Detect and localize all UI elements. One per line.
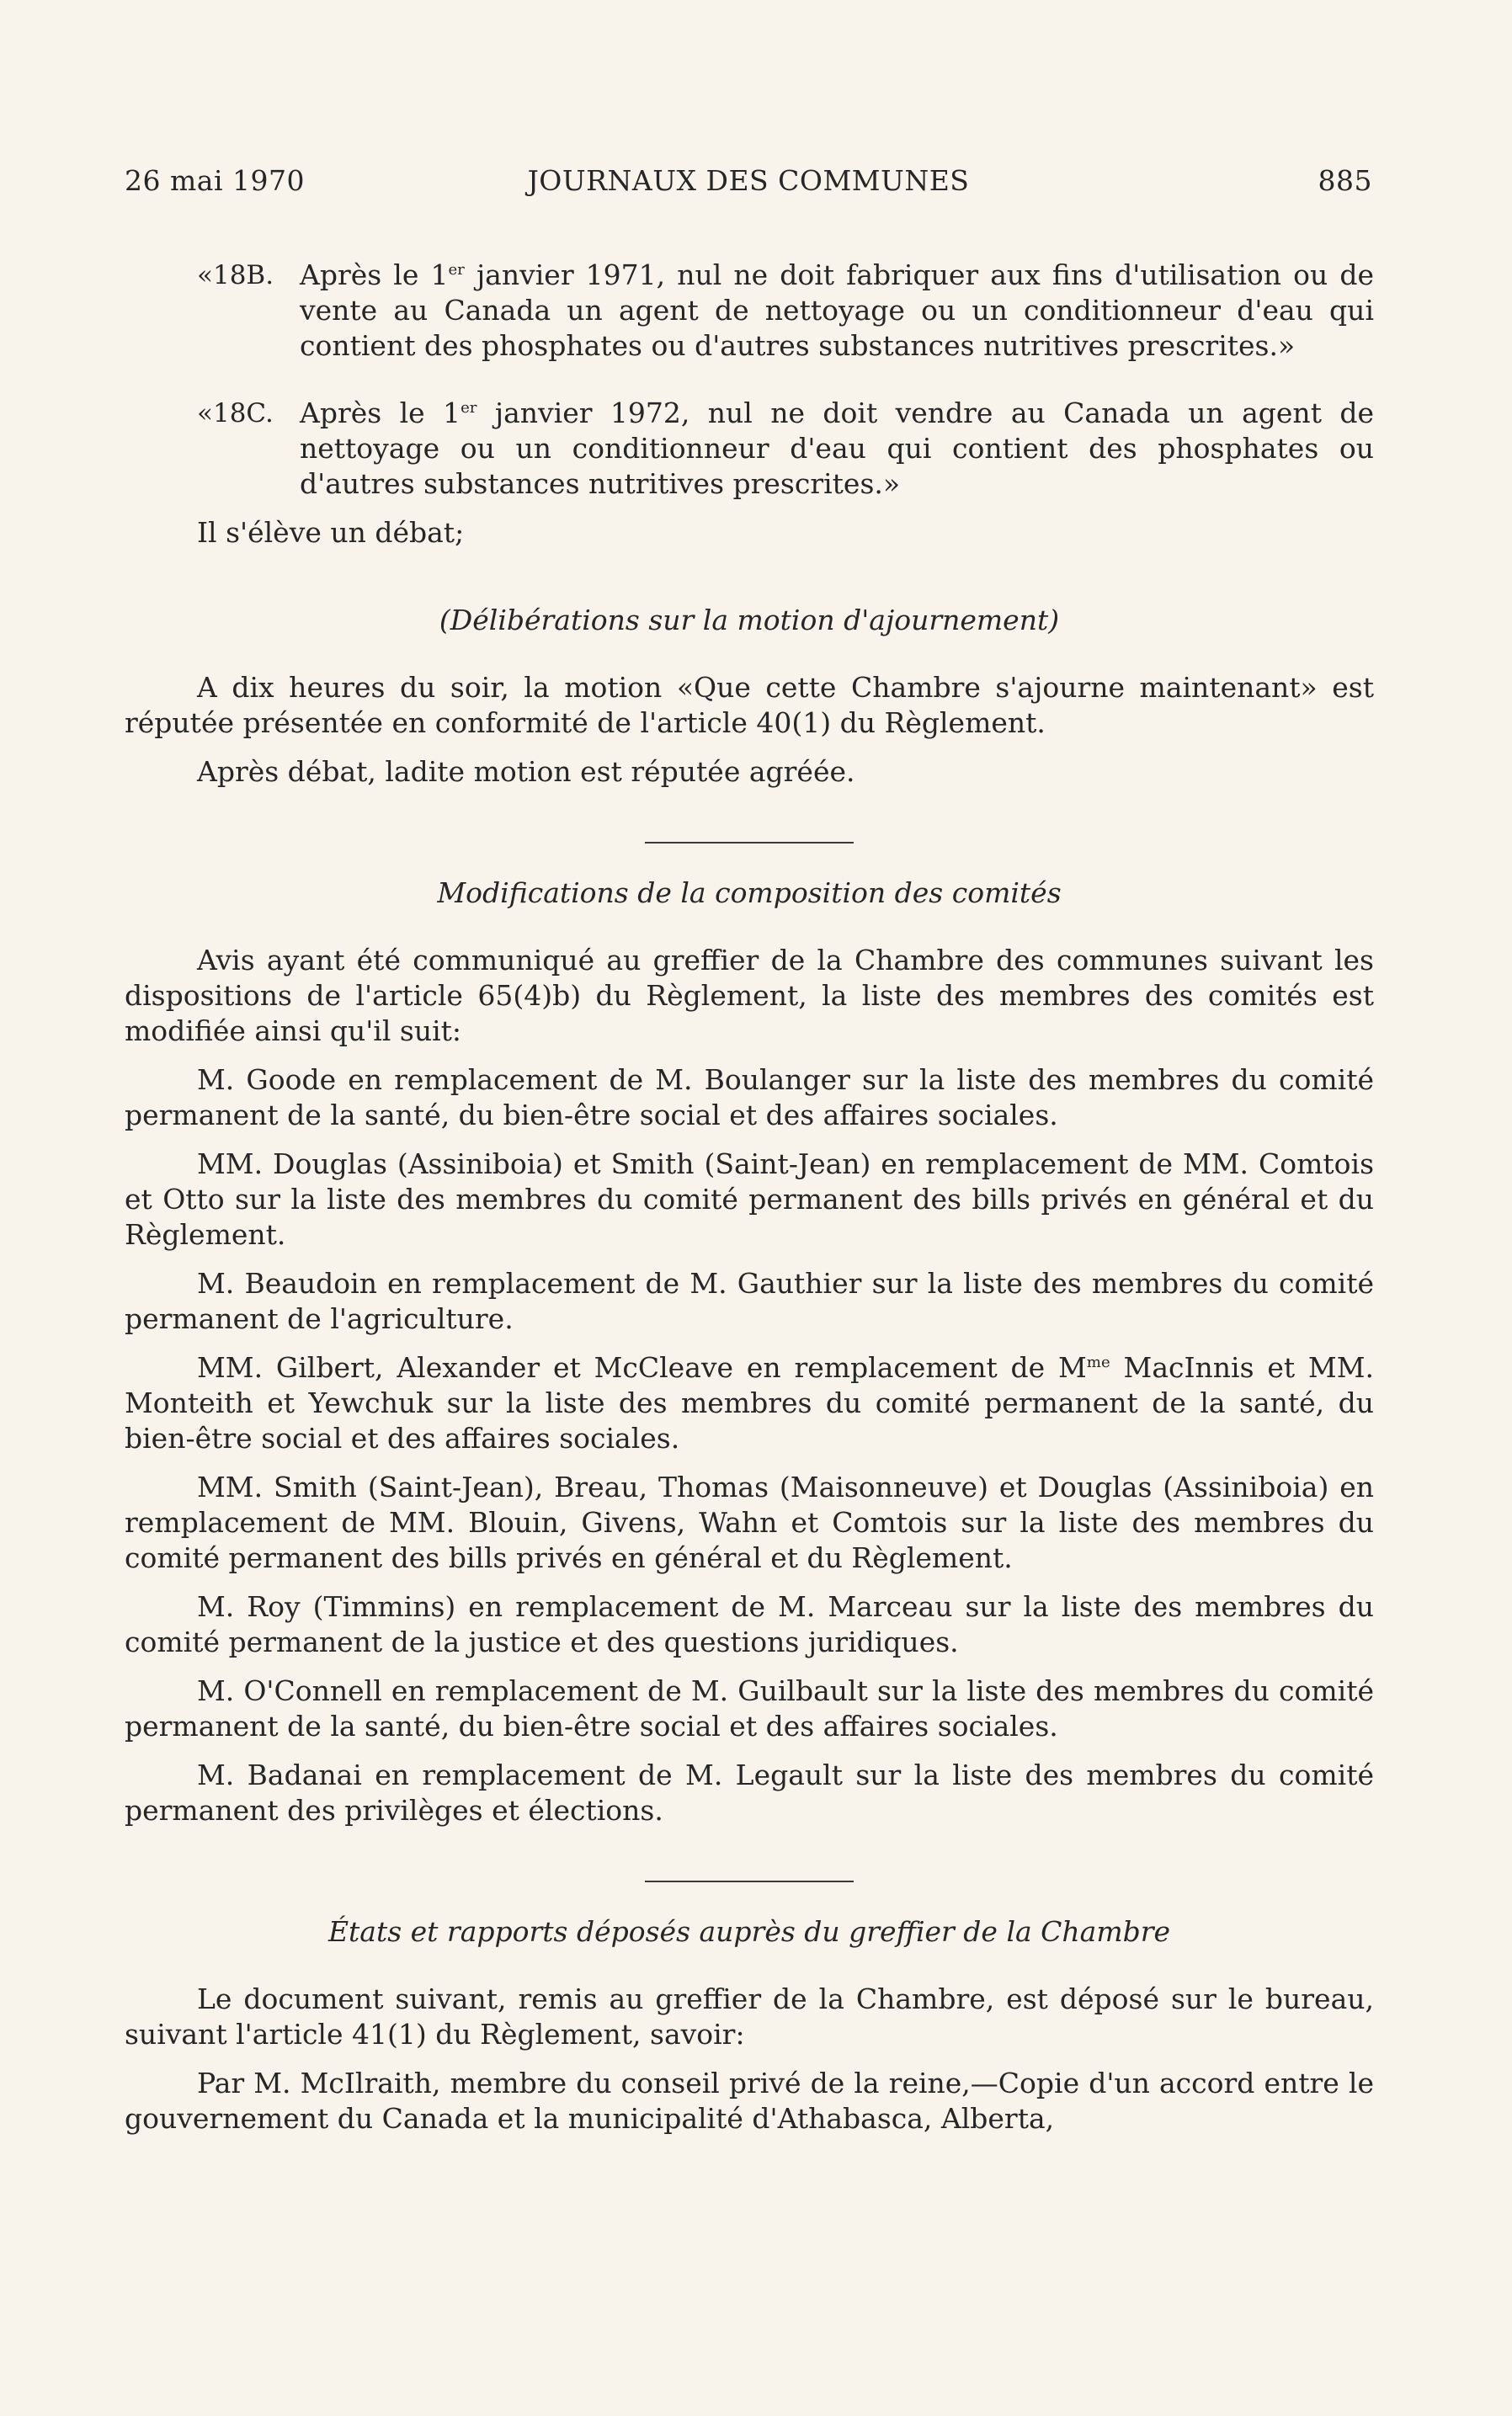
clause-label: «18C. [197,398,274,428]
reports-paragraph: Le document suivant, remis au greffier de la Chambre, est déposé sur le bureau, suivant l'article 41(1) du Règlement, savoir: [125,1982,1374,2051]
debate-line: Il s'élève un débat; [197,516,465,549]
committees-heading: Modifications de la composition des comités [437,876,1062,909]
committees-paragraph: M. Beaudoin en remplacement de M. Gauthier sur la liste des membres du comité permanent de l'agriculture. [125,1267,1374,1335]
reports-paragraph: Par M. McIlraith, membre du conseil privé de la reine,—Copie d'un accord entre le gouvernement du Canada et la municipalité d'Athabasca, Alberta, [125,2067,1374,2135]
adjournment-heading: (Délibérations sur la motion d'ajournement) [439,604,1060,636]
bill-clause-18b [125,258,1374,364]
page-body [125,258,1374,2137]
committees-paragraph: M. Roy (Timmins) en remplacement de M. Marceau sur la liste des membres du comité permanent de la justice et des questions juridiques. [125,1590,1374,1658]
clause-text: Après le 1er janvier 1971, nul ne doit fabriquer aux fins d'utilisation ou de vente au Canada un agent de nettoyage ou un conditionneur d'eau qui contient des phosphates ou d'autres substances nutritives prescrites.» [300,258,1374,362]
committees-paragraph: MM. Douglas (Assiniboia) et Smith (Saint-Jean) en remplacement de MM. Comtois et Otto sur la liste des membres du comité permanent des bills privés en général et du Règlement. [125,1147,1374,1251]
header-date: 26 mai 1970 [125,164,305,197]
header-title: JOURNAUX DES COMMUNES [527,164,970,197]
adjournment-paragraph: Après débat, ladite motion est réputée agréée. [197,755,855,788]
committees-paragraph: M. Goode en remplacement de M. Boulanger sur la liste des membres du comité permanent de la santé, du bien-être social et des affaires sociales. [125,1063,1374,1131]
reports-heading: États et rapports déposés auprès du greffier de la Chambre [327,1915,1171,1948]
clause-text: Après le 1er janvier 1972, nul ne doit vendre au Canada un agent de nettoyage ou un conditionneur d'eau qui contient des phosphates ou d'autres substances nutritives prescrites.» [300,396,1374,500]
bill-clause-18c [125,396,1374,502]
committees-paragraph: M. Badanai en remplacement de M. Legault sur la liste des membres du comité permanent des privilèges et élections. [125,1759,1374,1827]
committees-paragraph: MM. Gilbert, Alexander et McCleave en remplacement de $M^{me}$ MacInnis et MM. Monteith et Yewchuk sur la liste des membres du comité permanent de la santé, du bien-être social et des affaires sociales. [125,1351,1374,1455]
committees-paragraph: M. O'Connell en remplacement de M. Guilbault sur la liste des membres du comité permanent de la santé, du bien-être social et des affaires sociales. [125,1674,1374,1743]
clause-label: «18B. [197,260,274,290]
page-header [125,164,1372,206]
committees-paragraph: MM. Smith (Saint-Jean), Breau, Thomas (Maisonneuve) et Douglas (Assiniboia) en remplacement de MM. Blouin, Givens, Wahn et Comtois sur la liste des membres du comité permanent des bills privés en général et du Règlement. [125,1471,1374,1574]
page-number: 885 [1318,164,1372,197]
adjournment-paragraph: A dix heures du soir, la motion «Que cette Chambre s'ajourne maintenant» est réputée présentée en conformité de l'article 40(1) du Règlement. [125,671,1374,739]
committees-paragraph: Avis ayant été communiqué au greffier de la Chambre des communes suivant les dispositions de l'article 65(4)b) du Règlement, la liste des membres des comités est modifiée ainsi qu'il suit: [125,944,1374,1047]
